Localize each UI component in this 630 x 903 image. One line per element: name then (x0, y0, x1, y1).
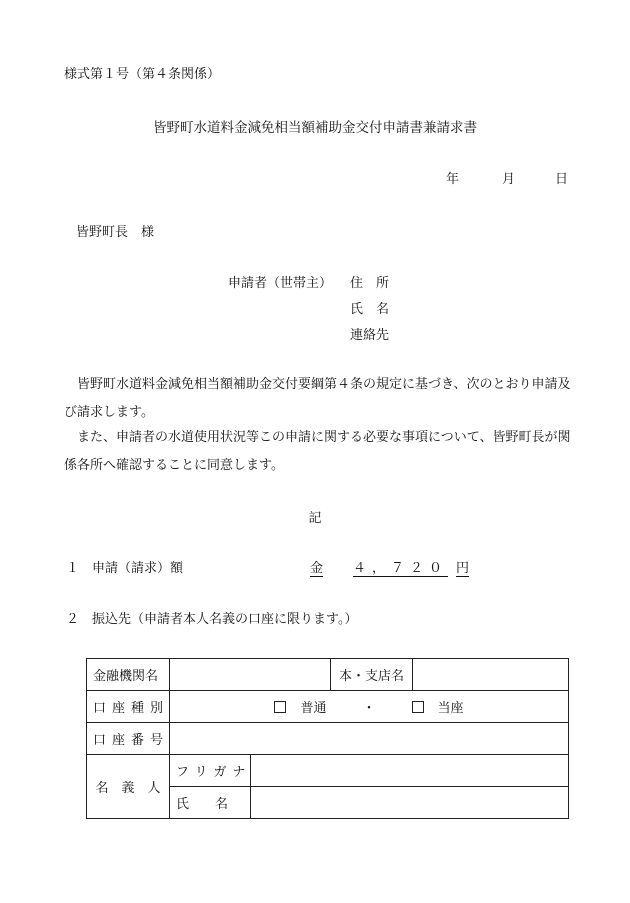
amount-unit: 円 (456, 561, 470, 576)
branch-label: 本・支店名 (331, 659, 413, 691)
ordinary-option-label: 普通 (300, 701, 327, 716)
form-number: 様式第１号（第４条関係） (64, 67, 221, 82)
branch-value[interactable] (413, 659, 569, 691)
bank-row-account-number (87, 723, 569, 755)
bank-row-institution (87, 659, 569, 691)
bank-account-table (86, 658, 569, 819)
applicant-name-label: 氏 名 (350, 302, 390, 317)
furigana-value[interactable] (251, 755, 569, 787)
item1-number: １ (66, 561, 80, 576)
institution-label: 金融機関名 (87, 659, 170, 691)
amount-prefix: 金 (310, 561, 324, 576)
account-number-value[interactable] (170, 723, 569, 755)
option-separator: ・ (362, 701, 376, 716)
amount-value: ４，７２０ (353, 561, 449, 576)
holder-name-value[interactable] (251, 787, 569, 819)
item1-label: 申請（請求）額 (92, 561, 184, 576)
body-paragraph-1: 皆野町水道料金減免相当額補助金交付要綱第４条の規定に基づき、次のとおり申請及び請求します。 (64, 377, 571, 420)
document-title: 皆野町水道料金減免相当額補助金交付申請書兼請求書 (153, 120, 477, 136)
bank-row-account-type (87, 691, 569, 723)
holder-name-label: 氏 名 (170, 787, 251, 819)
amount-line (310, 562, 469, 575)
account-number-label: 口座番号 (87, 723, 170, 755)
date-day-label: 日 (555, 172, 569, 187)
account-type-label: 口座種別 (87, 691, 170, 723)
applicant-label: 申請者（世帯主） (228, 276, 333, 291)
item2-label: 振込先（申請者本人名義の口座に限ります。） (92, 612, 358, 627)
ki-heading: 記 (308, 511, 322, 526)
body-paragraph-2: また、申請者の水道使用状況等この申請に関する必要な事項について、皆野町長が関係各所へ確認することに同意します。 (64, 430, 571, 473)
addressee: 皆野町長 様 (76, 225, 155, 240)
applicant-address-label: 住 所 (350, 276, 390, 291)
furigana-label: フリガナ (170, 755, 251, 787)
current-option-label: 当座 (437, 701, 464, 716)
date-year-label: 年 (446, 172, 460, 187)
holder-label: 名 義 人 (87, 755, 170, 819)
applicant-contact-label: 連絡先 (350, 328, 390, 343)
account-type-options (170, 691, 569, 723)
date-month-label: 月 (502, 172, 516, 187)
item2-number: ２ (66, 612, 80, 627)
bank-row-furigana (87, 755, 569, 787)
current-checkbox[interactable] (412, 701, 424, 713)
ordinary-checkbox[interactable] (274, 701, 286, 713)
institution-value[interactable] (170, 659, 331, 691)
